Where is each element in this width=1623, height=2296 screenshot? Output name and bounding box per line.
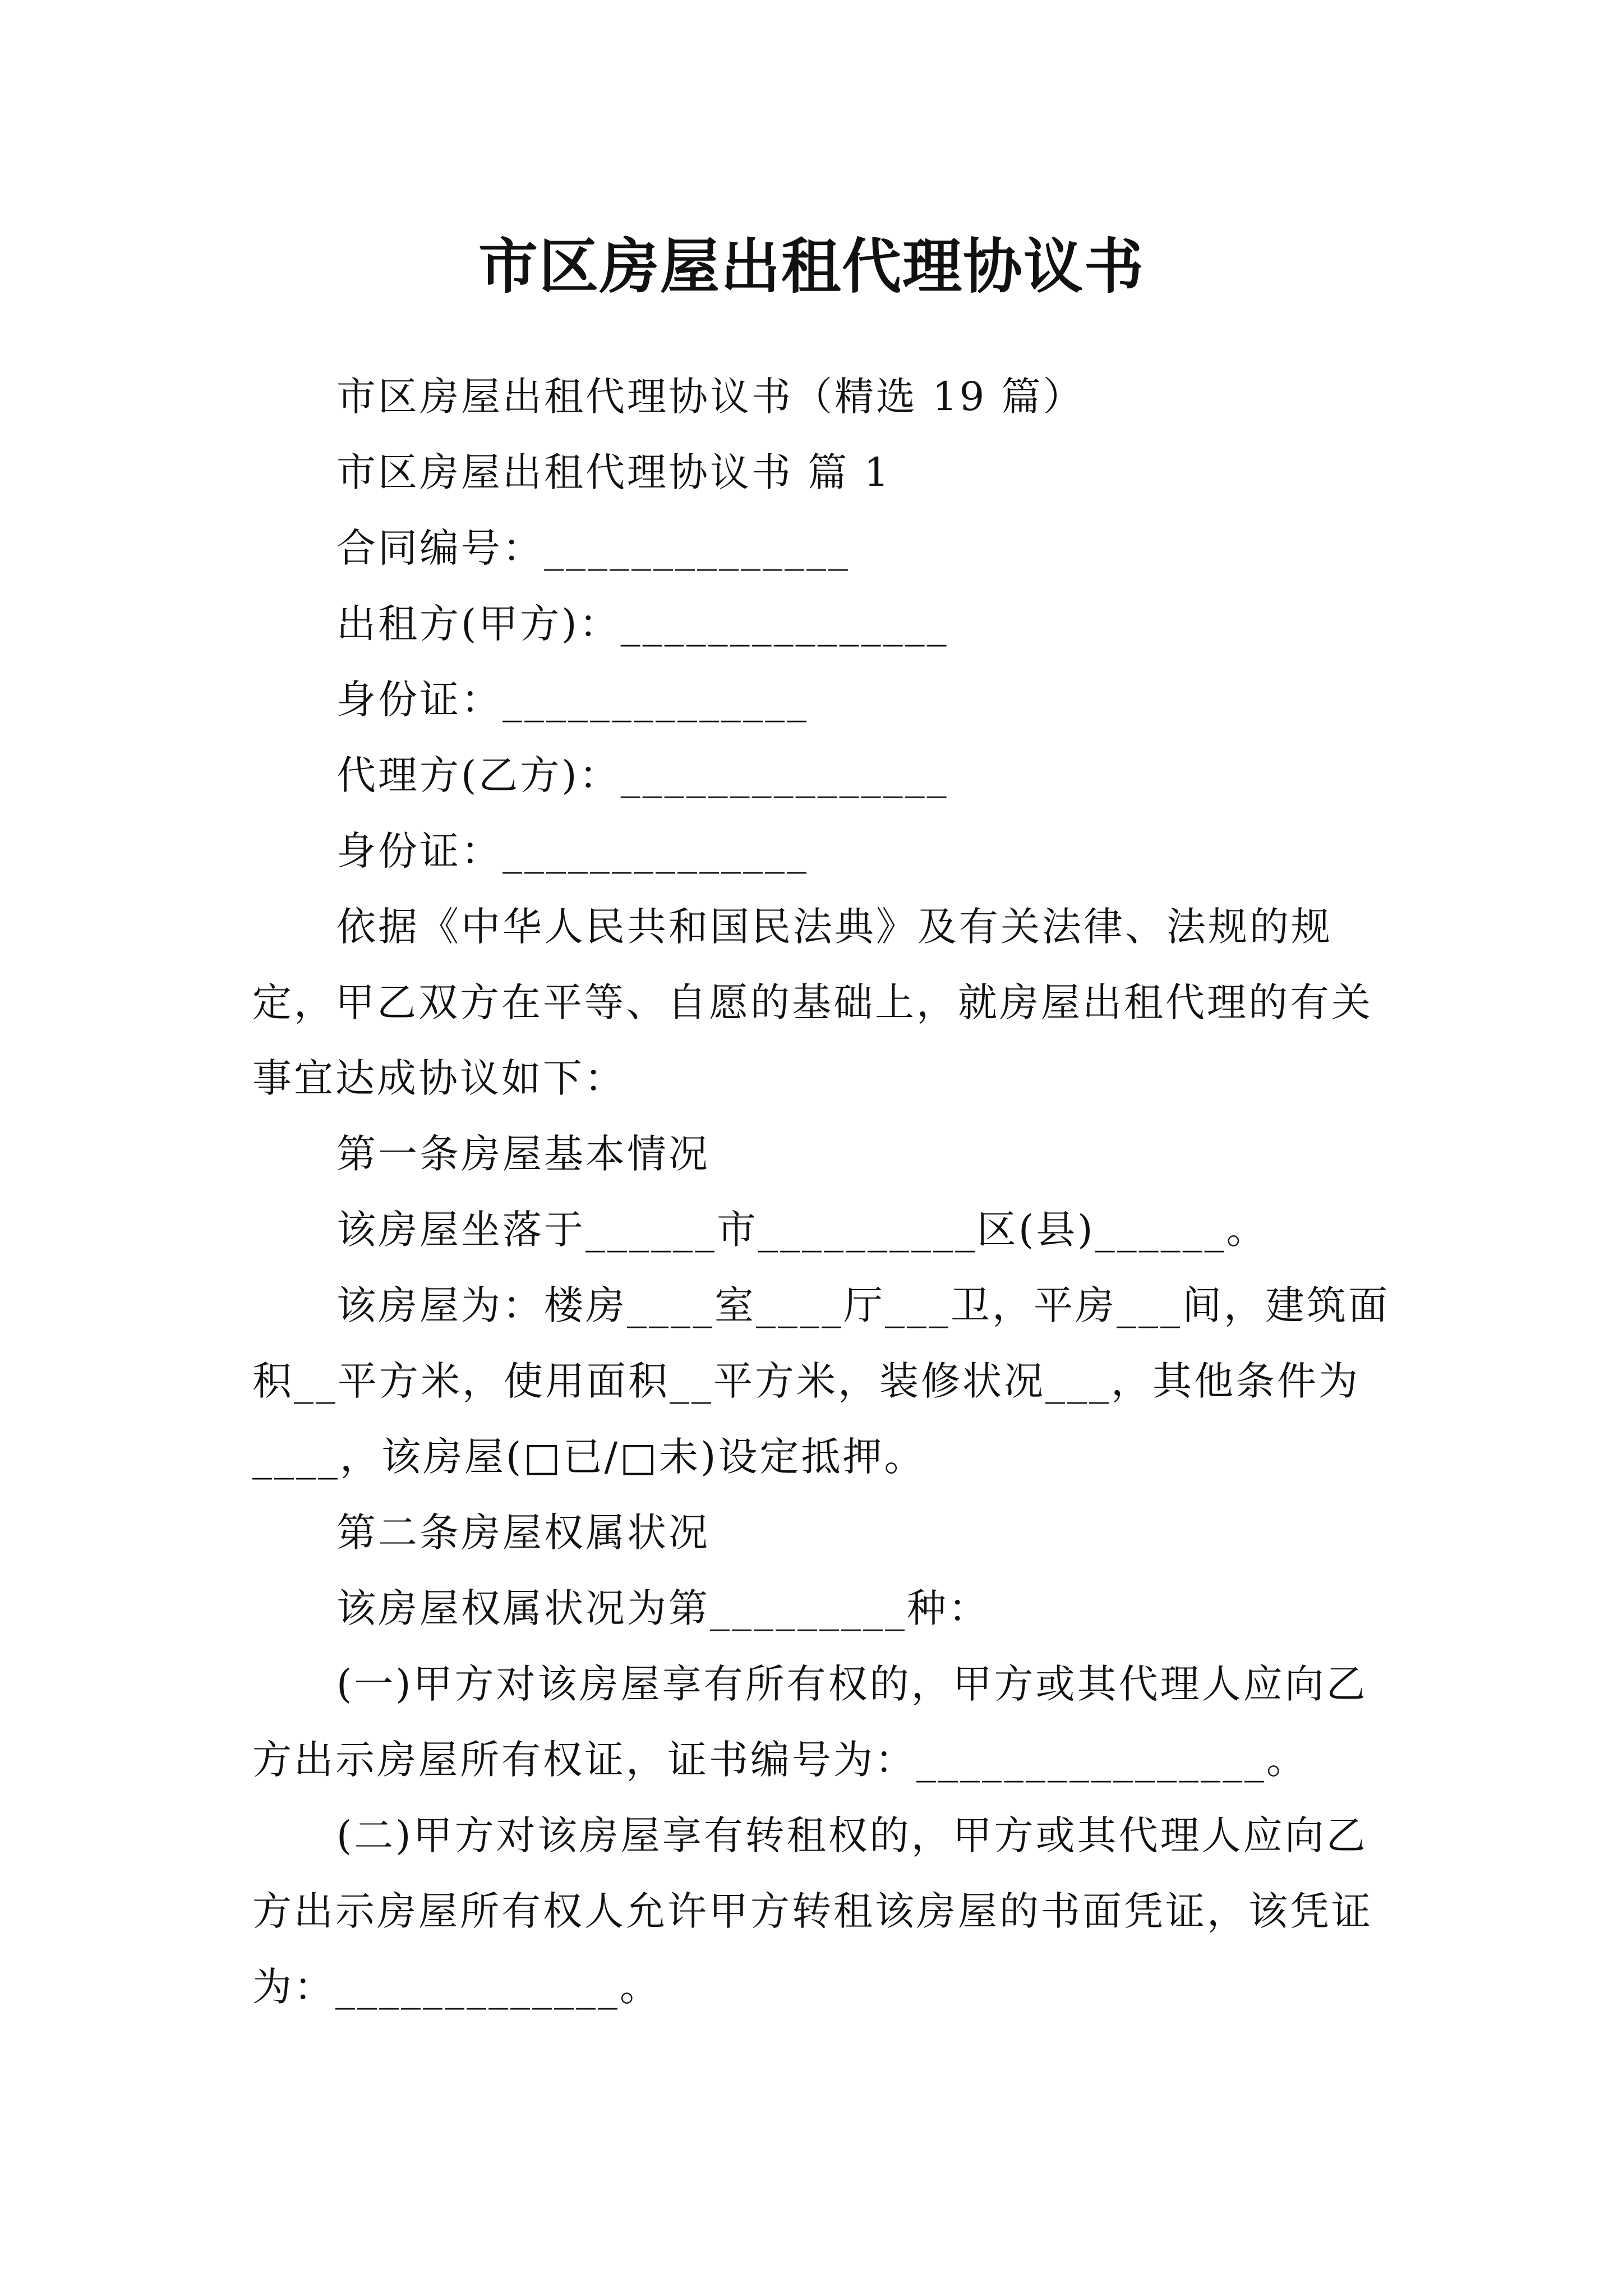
paragraph-property-details: 该房屋为：楼房____室____厅___卫，平房___间，建筑面积__平方米，使用面积__平方米，装修状况___，其他条件为____，该房屋(□已/□未)设定抵押。 [252,1282,1390,1480]
paragraph-article-1-heading: 第一条房屋基本情况 [336,1131,710,1177]
document-title: 市区房屋出租代理协议书 [478,231,1145,302]
paragraph-ownership-type: 该房屋权属状况为第_________种： [336,1585,990,1631]
document-body [252,359,1391,2025]
paragraph-agent: 代理方(乙方)：_______________ [336,752,949,798]
paragraph-lessor: 出租方(甲方)：_______________ [336,601,949,647]
paragraph-ownership-clause-2: (二)甲方对该房屋享有转租权的，甲方或其代理人应向乙方出示房屋所有权人允许甲方转租该房屋的书面凭证，该凭证为：_____________。 [252,1812,1373,2010]
paragraph-location: 该房屋坐落于______市__________区(县)______。 [336,1207,1268,1253]
paragraph-contract-number: 合同编号：______________ [336,525,850,571]
paragraph-agent-id: 身份证：______________ [336,828,809,874]
paragraph-lessor-id: 身份证：______________ [336,677,809,723]
paragraph-ownership-clause-1: (一)甲方对该房屋享有所有权的，甲方或其代理人应向乙方出示房屋所有权证，证书编号为：________________。 [252,1661,1368,1783]
paragraph-preamble: 依据《中华人民共和国民法典》及有关法律、法规的规定，甲乙双方在平等、自愿的基础上，就房屋出租代理的有关事宜达成协议如下： [252,904,1373,1101]
paragraph-subtitle: 市区房屋出租代理协议书（精选 19 篇） [336,374,1085,420]
paragraph-section-heading: 市区房屋出租代理协议书 篇 1 [336,449,892,495]
paragraph-article-2-heading: 第二条房屋权属状况 [336,1510,710,1556]
